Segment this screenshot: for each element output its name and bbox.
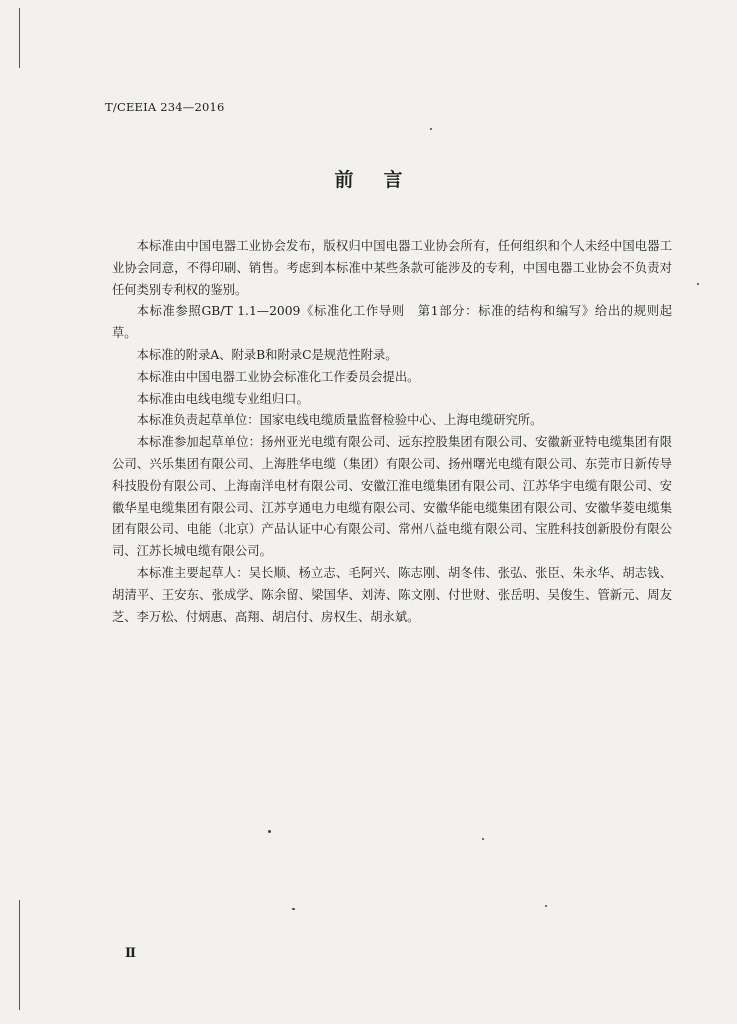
paragraph-lead-drafters: 本标准负责起草单位：国家电线电缆质量监督检验中心、上海电缆研究所。 bbox=[136, 413, 543, 428]
scan-speck bbox=[697, 283, 699, 285]
scan-edge-line bbox=[19, 8, 20, 68]
scan-speck bbox=[545, 905, 547, 907]
paragraph-proposed-by: 本标准由中国电器工业协会标准化工作委员会提出。 bbox=[136, 369, 420, 384]
paragraph-copyright: 本标准由中国电器工业协会发布，版权归中国电器工业协会所有，任何组织和个人未经中国电器工业协会同意，不得印刷、销售。考虑到本标准中某些条款可能涉及的专利，中国电器工业协会不负责对任何类别专利权的鉴别。 bbox=[112, 239, 672, 297]
foreword-body bbox=[112, 236, 672, 628]
scan-speck bbox=[268, 830, 271, 833]
paragraph-centralized-by: 本标准由电线电缆专业组归口。 bbox=[136, 391, 309, 406]
scan-speck bbox=[292, 908, 295, 910]
scan-edge-line bbox=[19, 900, 20, 1010]
paragraph-participating-units: 本标准参加起草单位：扬州亚光电缆有限公司、远东控股集团有限公司、安徽新亚特电缆集团有限公司、兴乐集团有限公司、上海胜华电缆（集团）有限公司、扬州曙光电缆有限公司、东莞市日新传导科技股份有限公司、上海南洋电材有限公司、安徽江淮电缆集团有限公司、江苏华宇电缆有限公司、安徽华星电缆集团有限公司、江苏亨通电力电缆有限公司、安徽华能电缆集团有限公司、安徽华菱电缆集团有限公司、电能（北京）产品认证中心有限公司、常州八益电缆有限公司、宝胜科技创新股份有限公司、江苏长城电缆有限公司。 bbox=[112, 435, 672, 559]
paragraph-main-drafters: 本标准主要起草人：吴长顺、杨立志、毛阿兴、陈志刚、胡冬伟、张弘、张臣、朱永华、胡志钱、胡清平、王安东、张成学、陈余留、梁国华、刘涛、陈文刚、付世财、张岳明、吴俊生、管新元、周友芝、李万松、付炳惠、高翔、胡启付、房权生、胡永斌。 bbox=[112, 565, 672, 624]
page-title: 前言 bbox=[334, 169, 433, 191]
standard-code: T/CEEIA 234—2016 bbox=[105, 100, 225, 114]
scan-speck bbox=[482, 838, 484, 840]
scan-speck bbox=[430, 128, 432, 130]
paragraph-annexes: 本标准的附录A、附录B和附录C是规范性附录。 bbox=[136, 347, 398, 362]
paragraph-drafting-rules: 本标准参照GB/T 1.1—2009《标准化工作导则 第1部分：标准的结构和编写》给出的规则起草。 bbox=[112, 304, 672, 341]
page-number: Ⅱ bbox=[125, 946, 136, 961]
